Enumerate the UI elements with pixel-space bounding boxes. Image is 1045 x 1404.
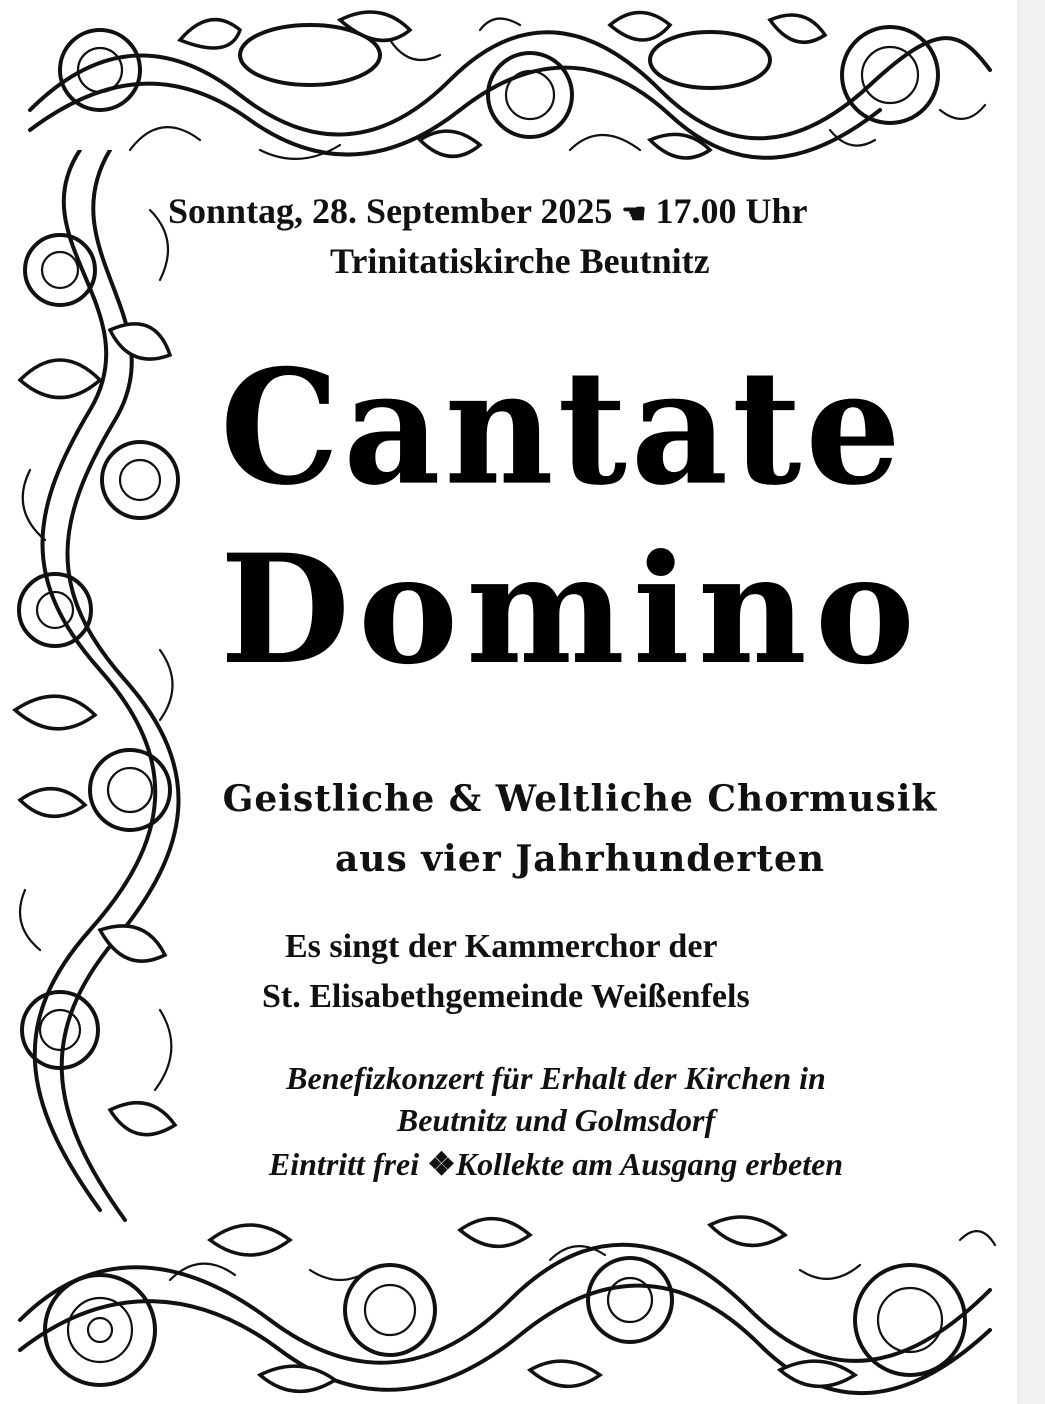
hand-pointing-icon: ☚ (621, 199, 647, 230)
collection-note: Kollekte am Ausgang erbeten (455, 1146, 844, 1182)
subtitle-line-1: Geistliche & Weltliche Chormusik (222, 778, 938, 820)
page-edge (1017, 0, 1045, 1404)
benefit-line-2: Beutnitz und Golmsdorf (396, 1102, 716, 1138)
event-date-time (168, 190, 807, 232)
choir-line-1: Es singt der Kammerchor der (285, 928, 718, 965)
subtitle-line-2: aus vier Jahrhunderten (334, 838, 826, 880)
event-date: Sonntag, 28. September 2025 (168, 191, 613, 231)
event-venue: Trinitatiskirche Beutnitz (330, 241, 710, 281)
title-line-1: Cantate (220, 335, 905, 521)
admission-free: Eintritt frei (268, 1146, 420, 1182)
left-vine-border (0, 150, 200, 1250)
top-vine-border (10, 0, 1000, 175)
event-time: 17.00 Uhr (655, 191, 808, 231)
benefit-line-1: Benefizkonzert für Erhalt der Kirchen in (286, 1060, 826, 1096)
bottom-vine-border (10, 1200, 1000, 1404)
diamond-separator-icon: ❖ (427, 1146, 456, 1182)
title-line-2: Domino (220, 522, 923, 698)
choir-line-2: St. Elisabethgemeinde Weißenfels (262, 978, 750, 1015)
benefit-line-3 (176, 1145, 936, 1183)
